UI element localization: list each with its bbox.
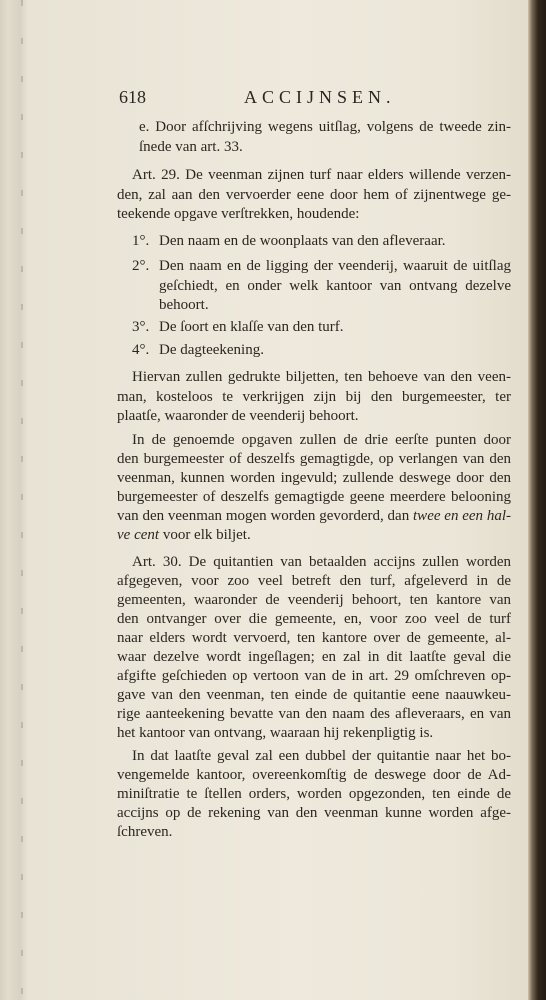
list-item-3 bbox=[117, 318, 511, 338]
text-line: geſchiedt, en onder welk kantoor van ontvang dezelve bbox=[159, 277, 511, 294]
text-italic: ve cent bbox=[117, 527, 160, 543]
text-line: gemeenten, waaronder de veenderij behoort, ten kantore van bbox=[117, 592, 511, 608]
item-number: 2°. bbox=[132, 258, 150, 274]
item-text: Den naam en de woonplaats van den afleveraar. bbox=[159, 233, 446, 249]
text-line bbox=[117, 257, 511, 277]
item-text: De dagteekening. bbox=[159, 342, 264, 358]
binding-stitch-marks bbox=[21, 0, 23, 1000]
text-line: burgemeester of deszelfs gemagtigde geene meerdere belooning bbox=[117, 489, 511, 505]
text-line bbox=[117, 318, 511, 338]
text-italic: twee en een hal- bbox=[413, 508, 512, 524]
paragraph-article-30 bbox=[117, 553, 511, 743]
item-number: 4°. bbox=[132, 342, 150, 358]
paragraph-biljetten bbox=[117, 368, 511, 427]
running-title: ACCIJNSEN. bbox=[244, 87, 396, 107]
page-edge-shadow bbox=[528, 0, 546, 1000]
list-item-2 bbox=[117, 257, 511, 316]
paragraph-article-29 bbox=[117, 166, 511, 225]
text-line: gave van den veenman, ten einde de quitantie eene naauwkeu- bbox=[117, 687, 511, 703]
paragraph-invulling bbox=[117, 431, 511, 545]
text-line: ſnede van art. 33. bbox=[139, 138, 243, 155]
text-line: rige aanteekening bevatte van den naam des afleveraars, en van bbox=[117, 706, 511, 722]
text-line bbox=[117, 526, 511, 545]
text-line: plaatſe, waaronder de veenderij behoort. bbox=[117, 408, 359, 425]
text-line: In de genoemde opgaven zullen de drie eerſte punten door bbox=[132, 432, 511, 448]
text-line bbox=[117, 341, 511, 361]
text-line: behoort. bbox=[159, 297, 209, 314]
text-line bbox=[117, 507, 511, 526]
text-line: Art. 29. De veenman zijnen turf naar elders willende verzen- bbox=[132, 167, 511, 183]
text-line: naar elders wordt vervoerd, ten kantore over de gemeente, al- bbox=[117, 630, 511, 646]
text-line: e. Door afſchrijving wegens uitſlag, volgens de tweede zin- bbox=[139, 119, 511, 135]
item-text: Den naam en de ligging der veenderij, waaruit de uitſlag bbox=[159, 258, 511, 274]
list-item-4 bbox=[117, 341, 511, 361]
text-line: miniſtratie te ſtellen orders, worden opgezonden, ten einde de bbox=[117, 786, 511, 802]
page-number: 618 bbox=[119, 87, 146, 107]
text-line: vengemelde kantoor, overeenkomſtig de deswege door de Ad- bbox=[117, 767, 511, 783]
item-text: De ſoort en klaſſe van den turf. bbox=[159, 319, 344, 335]
text-line: afgifte geſchieden op vertoon van de in art. 29 omſchreven op- bbox=[117, 668, 511, 684]
text-line: den ontvanger over die gemeente, en, voor zoo veel de turf bbox=[117, 611, 511, 627]
item-number: 1°. bbox=[132, 233, 150, 249]
paragraph-item-e bbox=[139, 118, 511, 157]
text-line: Hiervan zullen gedrukte biljetten, ten behoeve van den veen- bbox=[132, 369, 511, 385]
text-line: ſchreven. bbox=[117, 824, 173, 840]
text-line: teekende opgave verſtrekken, houdende: bbox=[117, 206, 360, 223]
text-line bbox=[117, 232, 511, 252]
list-item-1 bbox=[117, 232, 511, 252]
text-line: man, kosteloos te verkrijgen zijn bij den burgemeester, ter bbox=[117, 388, 511, 405]
text-line: In dat laatſte geval zal een dubbel der quitantie naar het bo- bbox=[132, 748, 511, 764]
text-line: afgegeven, voor zoo veel betreft den turf, afgeleverd in de bbox=[117, 573, 511, 589]
text-line: veenman, kunnen worden ingevuld; zullende deswege door den bbox=[117, 470, 511, 486]
text-line: den, zal aan den vervoerder eene door hem of zijnentwege ge- bbox=[117, 186, 511, 203]
item-number: 3°. bbox=[132, 319, 150, 335]
text-line: het kantoor van ontvang, waaraan hij rekenpligtig is. bbox=[117, 725, 434, 741]
text-roman: voor elk biljet. bbox=[162, 527, 251, 543]
text-line: Art. 30. De quitantien van betaalden accijns zullen worden bbox=[132, 554, 511, 570]
text-line: accijns op de rekening van den veenman kunne worden afge- bbox=[117, 805, 511, 821]
paragraph-dubbel bbox=[117, 747, 511, 842]
text-roman: van den veenman mogen worden gevorderd, dan bbox=[117, 508, 410, 524]
text-line: den burgemeester of deszelfs gemagtigde, op verlangen van den bbox=[117, 451, 511, 467]
text-line: waar dezelve wordt ingeſlagen; en zal in dit laatſte geval die bbox=[117, 649, 511, 665]
